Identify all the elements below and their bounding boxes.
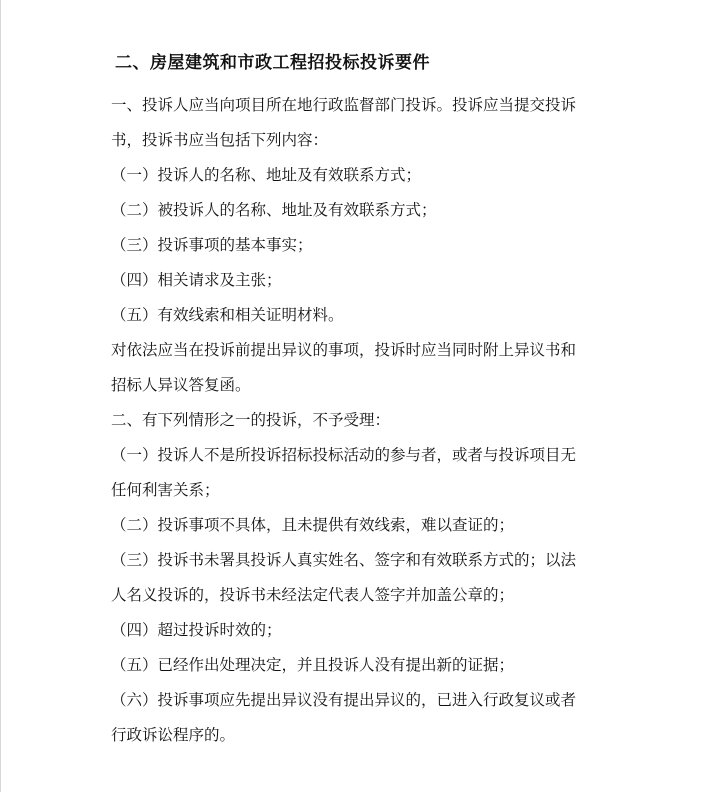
list-item: 任何利害关系； xyxy=(111,481,220,499)
list-item: （四）相关请求及主张； xyxy=(111,271,282,289)
list-item: （五）有效线索和相关证明材料。 xyxy=(111,306,344,324)
list-item: （二）被投诉人的名称、地址及有效联系方式； xyxy=(111,201,437,219)
paragraph-line: 书，投诉书应当包括下列内容： xyxy=(111,131,329,149)
list-item: （一）投诉人不是所投诉招标投标活动的参与者，或者与投诉项目无 xyxy=(111,446,577,464)
list-item: 人名义投诉的，投诉书未经法定代表人签字并加盖公章的； xyxy=(111,586,515,604)
paragraph-line: 一、投诉人应当向项目所在地行政监督部门投诉。投诉应当提交投诉 xyxy=(111,96,577,114)
document-title: 二、房屋建筑和市政工程招投标投诉要件 xyxy=(115,53,430,73)
list-item: （四）超过投诉时效的； xyxy=(111,621,282,639)
list-item: （三）投诉事项的基本事实； xyxy=(111,236,313,254)
paragraph-line: 二、有下列情形之一的投诉，不予受理： xyxy=(111,411,391,429)
document-body xyxy=(111,88,616,753)
list-item: （三）投诉书未署具投诉人真实姓名、签字和有效联系方式的；以法 xyxy=(111,551,577,569)
list-item: 行政诉讼程序的。 xyxy=(111,726,236,744)
paragraph-line: 招标人异议答复函。 xyxy=(111,376,251,394)
list-item: （六）投诉事项应先提出异议没有提出异议的，已进入行政复议或者 xyxy=(111,691,577,709)
paragraph-line: 对依法应当在投诉前提出异议的事项，投诉时应当同时附上异议书和 xyxy=(111,341,577,359)
list-item: （一）投诉人的名称、地址及有效联系方式； xyxy=(111,166,422,184)
list-item: （五）已经作出处理决定，并且投诉人没有提出新的证据； xyxy=(111,656,515,674)
list-item: （二）投诉事项不具体，且未提供有效线索，难以查证的； xyxy=(111,516,515,534)
